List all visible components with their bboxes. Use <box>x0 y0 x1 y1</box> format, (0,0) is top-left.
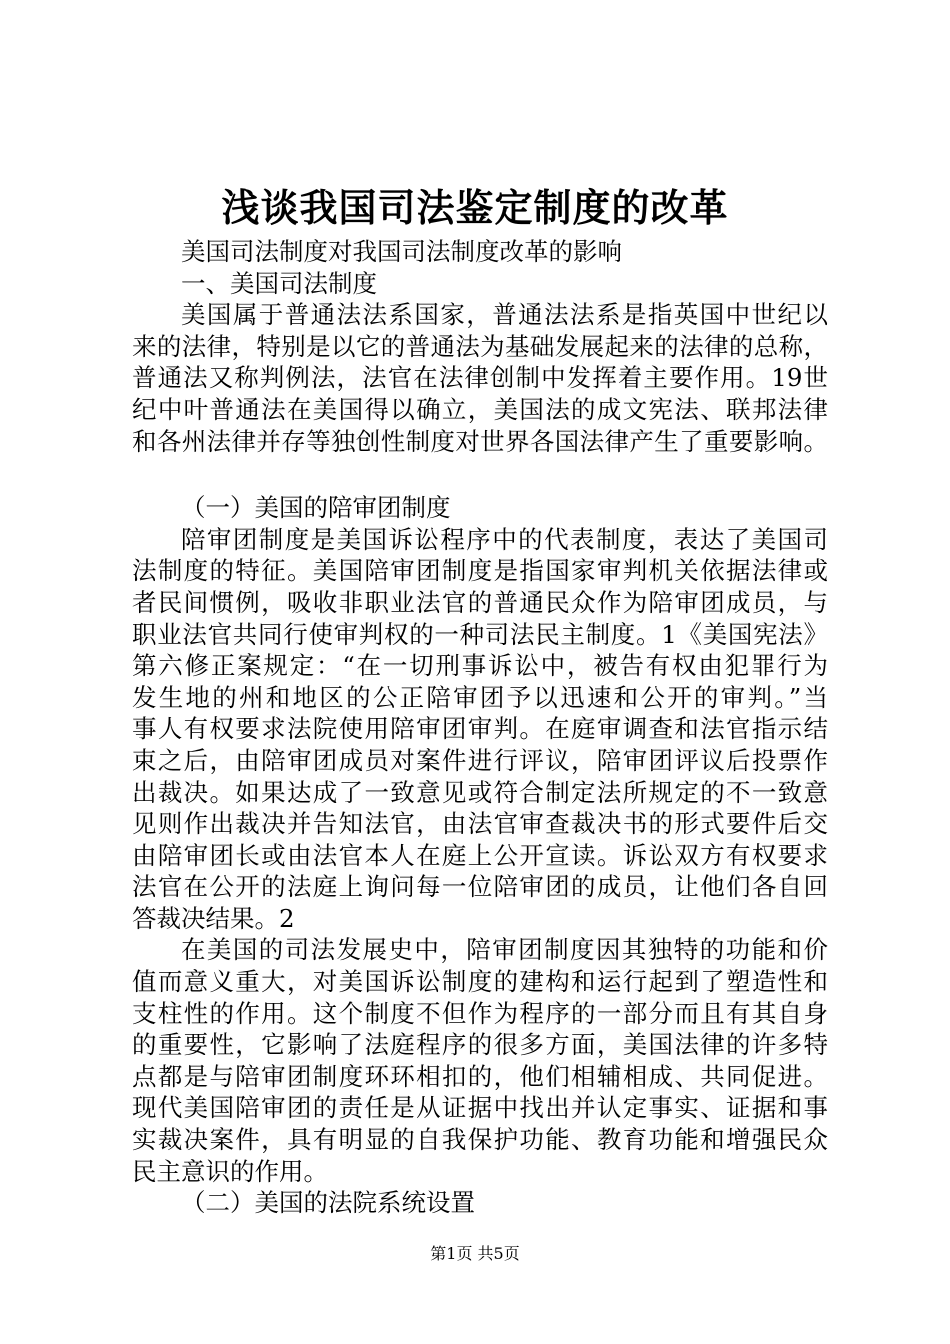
paragraph-line: 美国属于普通法法系国家，普通法法系是指英国中世纪以 <box>181 300 828 330</box>
paragraph-line: 发生地的州和地区的公正陪审团予以迅速和公开的审判。”当 <box>132 682 828 712</box>
section-heading: 一、美国司法制度 <box>181 268 377 298</box>
subsection-heading-jury: （一）美国的陪审团制度 <box>181 493 451 523</box>
paragraph-line: 支柱性的作用。这个制度不但作为程序的一部分而且有其自身 <box>132 998 828 1028</box>
paragraph-line: 事人有权要求法院使用陪审团审判。在庭审调查和法官指示结 <box>132 714 828 744</box>
paragraph-line: 职业法官共同行使审判权的一种司法民主制度。1《美国宪法》 <box>132 619 828 649</box>
paragraph-line: 来的法律，特别是以它的普通法为基础发展起来的法律的总称， <box>132 331 828 361</box>
paragraph-line: 陪审团制度是美国诉讼程序中的代表制度，表达了美国司 <box>181 524 828 554</box>
paragraph-line: 普通法又称判例法，法官在法律创制中发挥着主要作用。19世 <box>132 363 828 393</box>
paragraph-line: 法官在公开的法庭上询问每一位陪审团的成员，让他们各自回 <box>132 872 828 902</box>
paragraph-line: 现代美国陪审团的责任是从证据中找出并认定事实、证据和事 <box>132 1093 828 1123</box>
paragraph-line: 见则作出裁决并告知法官，由法官审查裁决书的形式要件后交 <box>132 809 828 839</box>
paragraph-line: 值而意义重大，对美国诉讼制度的建构和运行起到了塑造性和 <box>132 967 828 997</box>
paragraph-line: 法制度的特征。美国陪审团制度是指国家审判机关依据法律或 <box>132 556 828 586</box>
paragraph-line: 的重要性，它影响了法庭程序的很多方面，美国法律的许多特 <box>132 1030 828 1060</box>
paragraph-line: 在美国的司法发展史中，陪审团制度因其独特的功能和价 <box>181 935 828 965</box>
paragraph-line: 束之后，由陪审团成员对案件进行评议，陪审团评议后投票作 <box>132 745 828 775</box>
document-body <box>132 236 828 1219</box>
subsection-heading-courts: （二）美国的法院系统设置 <box>181 1188 475 1218</box>
blank-line <box>132 457 828 492</box>
paragraph-line: 由陪审团长或由法官本人在庭上公开宣读。诉讼双方有权要求 <box>132 840 828 870</box>
paragraph-line: 民主意识的作用。 <box>132 1156 328 1186</box>
paragraph-jury-system <box>132 524 828 935</box>
paragraph-line: 点都是与陪审团制度环环相扣的，他们相辅相成、共同促进。 <box>132 1061 828 1091</box>
heading-line: 美国司法制度对我国司法制度改革的影响 <box>181 237 622 266</box>
paragraph-line: 第六修正案规定：“在一切刑事诉讼中，被告有权由犯罪行为 <box>132 651 828 681</box>
paragraph-line: 纪中叶普通法在美国得以确立，美国法的成文宪法、联邦法律 <box>132 394 828 424</box>
document-title: 浅谈我国司法鉴定制度的改革 <box>221 185 729 230</box>
paragraph-line: 答裁决结果。2 <box>132 903 295 933</box>
paragraph-line: 者民间惯例，吸收非职业法官的普通民众作为陪审团成员，与 <box>132 587 828 617</box>
page-number-footer: 第1页 共5页 <box>430 1244 520 1263</box>
paragraph-jury-history <box>132 934 828 1187</box>
paragraph-line: 实裁决案件，具有明显的自我保护功能、教育功能和增强民众 <box>132 1125 828 1155</box>
paragraph-line: 和各州法律并存等独创性制度对世界各国法律产生了重要影响。 <box>132 426 828 456</box>
paragraph-us-legal-system <box>132 299 828 457</box>
paragraph-line: 出裁决。如果达成了一致意见或符合制定法所规定的不一致意 <box>132 777 828 807</box>
